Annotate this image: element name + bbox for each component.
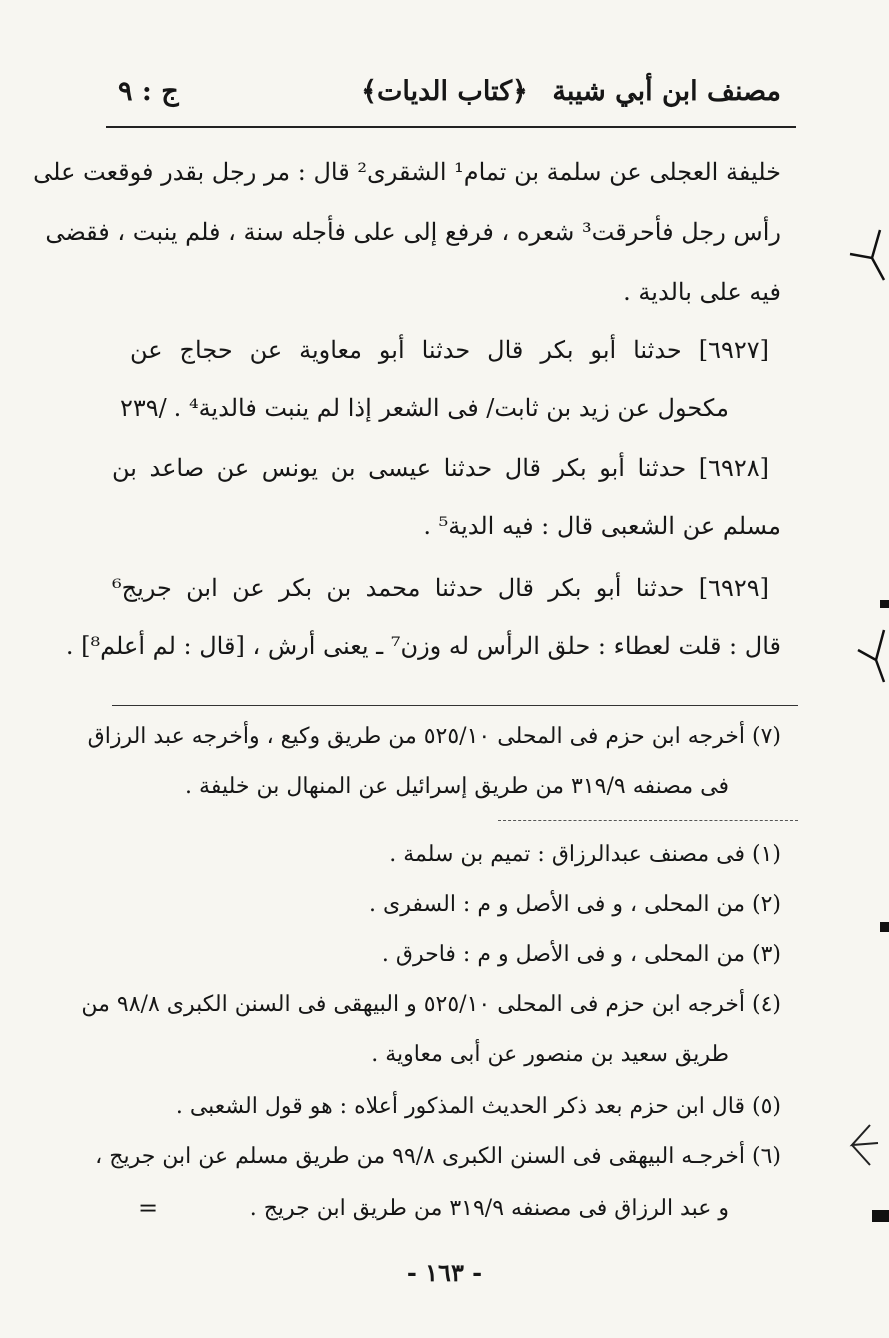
scan-speck: [880, 922, 889, 932]
continuation-mark: =: [138, 1194, 159, 1222]
footnote-7-cont: فى مصنفه ٣١٩/٩ من طريق إسرائيل عن المنهال بن خليفة .: [185, 774, 729, 799]
scan-speck: [872, 1210, 889, 1222]
text-line: قال : قلت لعطاء : حلق الرأس له وزن⁷ ـ يعنى أرش ، [قال : لم أعلم⁸] .: [65, 632, 781, 660]
text-line: مسلم عن الشعبى قال : فيه الدية⁵ .: [423, 512, 781, 540]
footnote-1: (١) فى مصنف عبدالرزاق : تميم بن سلمة .: [389, 842, 781, 867]
book-title: مصنف ابن أبي شيبة: [552, 76, 781, 107]
scan-speck: [880, 600, 889, 608]
hadith-6928-line: [٦٩٢٨] حدثنا أبو بكر قال حدثنا عيسى بن يونس عن صاعد بن: [112, 454, 769, 482]
hadith-6929-line: [٦٩٢٩] حدثنا أبو بكر قال حدثنا محمد بن بكر عن ابن جريج⁶: [112, 574, 769, 602]
margin-bracket-icon: [840, 210, 889, 290]
footnote-6-cont: و عبد الرزاق فى مصنفه ٣١٩/٩ من طريق ابن جريج .: [249, 1196, 729, 1221]
chapter-title: ﴿كتاب الديات﴾: [361, 76, 528, 107]
page-number: - ١٦٣ -: [406, 1258, 483, 1287]
footnote-3: (٣) من المحلى ، و فى الأصل و م : فاحرق .: [381, 942, 781, 967]
text-line: خليفة العجلى عن سلمة بن تمام¹ الشقرى² قال : مر رجل بقدر فوقعت على: [33, 158, 781, 186]
footnote-4: (٤) أخرجه ابن حزم فى المحلى ٥٢٥/١٠ و البيهقى فى السنن الكبرى ٩٨/٨ من: [81, 992, 781, 1017]
text-line: رأس رجل فأحرقت³ شعره ، فرفع إلى على فأجله سنة ، فلم ينبت ، فقضى: [45, 218, 781, 246]
hadith-6927-line: [٦٩٢٧] حدثنا أبو بكر قال حدثنا أبو معاوية عن حجاج عن: [130, 336, 769, 364]
volume-number: ج : ٩: [118, 76, 179, 107]
footnote-2: (٢) من المحلى ، و فى الأصل و م : السفرى .: [369, 892, 781, 917]
footnote-divider: [498, 820, 798, 821]
footnote-6: (٦) أخرجـه البيهقى فى السنن الكبرى ٩٩/٨ من طريق مسلم عن ابن جريج ،: [95, 1144, 781, 1169]
footnote-5: (٥) قال ابن حزم بعد ذكر الحديث المذكور أعلاه : هو قول الشعبى .: [175, 1094, 781, 1119]
text-line: فيه على بالدية .: [623, 278, 781, 306]
margin-bracket-icon: [850, 620, 889, 690]
margin-folio-note: /٢٣٩: [120, 394, 167, 422]
footnote-separator: [112, 705, 798, 706]
text-line: مكحول عن زيد بن ثابت/ فى الشعر إذا لم ينبت فالدية⁴ .: [173, 394, 729, 422]
footnote-4-cont: طريق سعيد بن منصور عن أبى معاوية .: [371, 1042, 729, 1067]
footnote-7: (٧) أخرجه ابن حزم فى المحلى ٥٢٥/١٠ من طريق وكيع ، وأخرجه عبد الرزاق: [87, 724, 781, 749]
margin-bracket-icon: [830, 1115, 889, 1175]
header-rule: [106, 126, 796, 128]
